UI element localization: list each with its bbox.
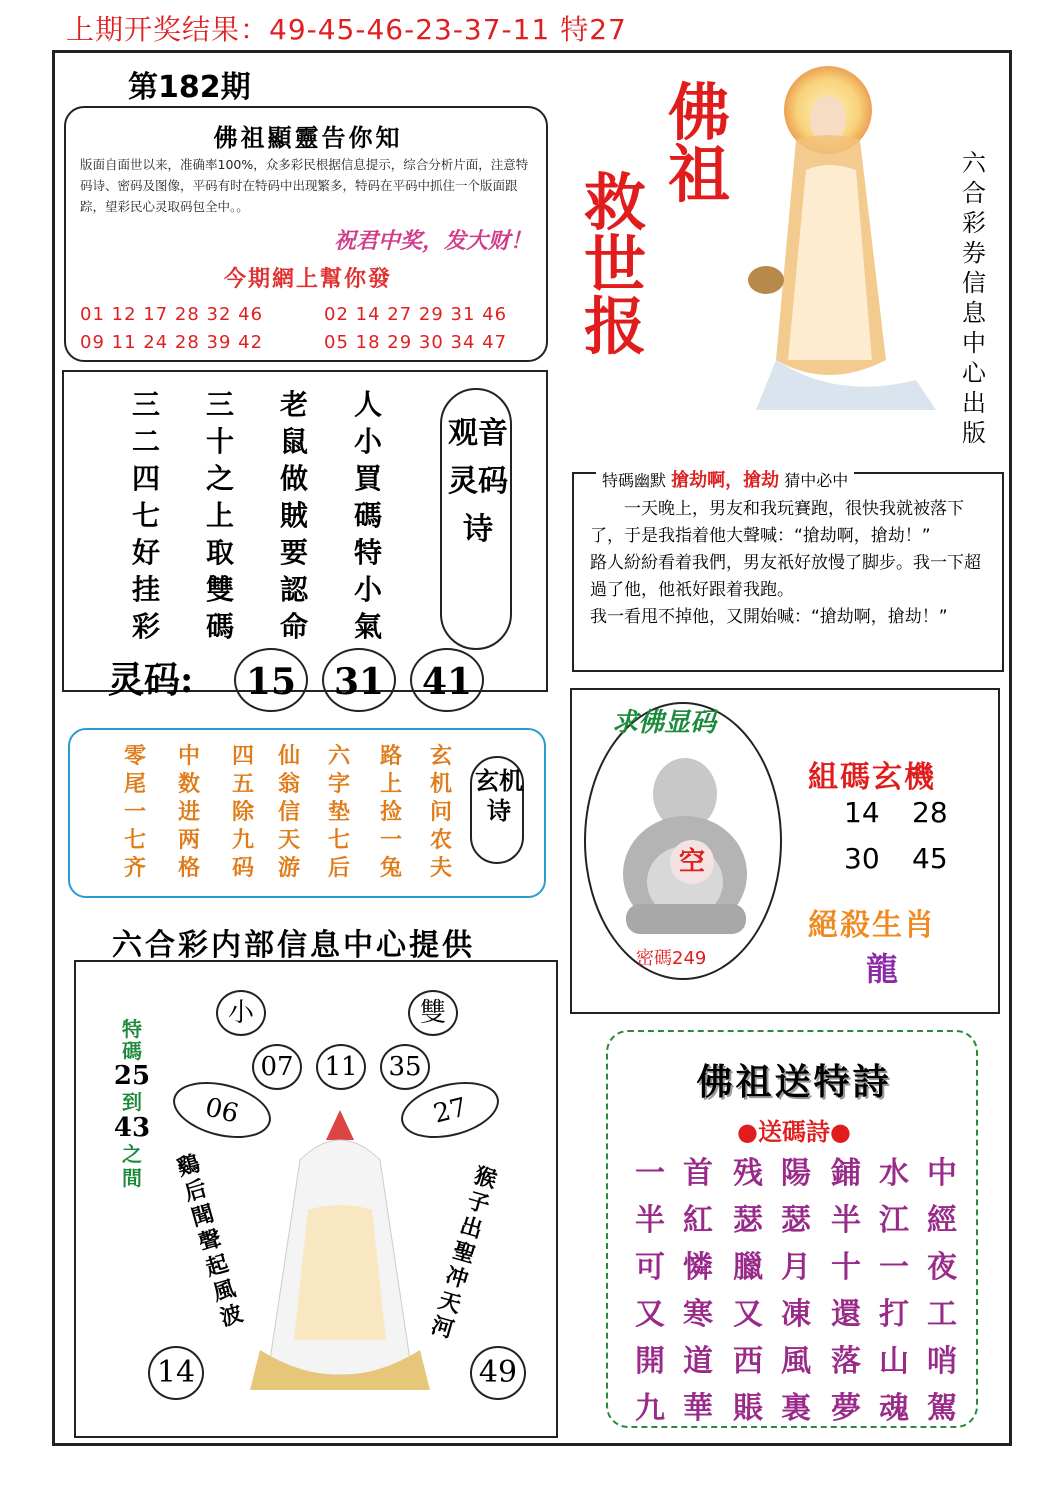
notice-wish: 祝君中奖，发大财！ [333,229,532,254]
poem-title-oval [440,388,512,650]
song-column: 残瑟臘又西賬 [733,1156,763,1426]
lingma-number: 15 [234,648,308,712]
buddha-arc-title: 求佛显码 [612,708,717,738]
notice-body: 版面自面世以来，准确率100%，众多彩民根据信息提示，综合分析片面，注意特码诗、密码及图像，平码有时在特码中出现繁多，特码在平码中抓住一个版面跟踪，望彩民心灵取码包全中。。 [80,157,529,214]
publisher: 六合彩券信息中心出版 [962,149,986,447]
notice-subtitle: 今期網上幫你發 [223,266,392,292]
tema-between: 之間 [122,1142,142,1190]
lingma-number: 31 [322,648,396,712]
humor-paragraph: 一天晚上，男友和我玩賽跑，很快我就被落下了，于是我指着他大聲喊：“搶劫啊，搶劫！” [590,499,964,546]
guanyin-seated-image [230,1100,450,1400]
number-row: 05 18 29 30 34 47 [324,332,508,353]
poem-column: 老鼠做賊要認命 [279,388,308,643]
zodiac-title: 絕殺生肖 [808,908,936,943]
lingma-number: 41 [410,648,484,712]
humor-paragraph: 路人紛紛看着我們，男友祇好放慢了脚步。我一下超過了他，他祇好跟着我跑。 [590,553,981,600]
humor-body [590,496,992,631]
humor-paragraph: 我一看甩不掉他，又開始喊：“搶劫啊，搶劫！” [590,607,948,627]
xuanji-column: 中数进两格 [177,743,200,881]
tema-to-word: 到 [122,1090,142,1114]
lingma-label: 灵码: [108,659,194,701]
song-column: 首紅憐寒道華 [683,1156,713,1426]
song-column: 鋪半十還落夢 [831,1156,861,1426]
notice-title: 佛祖顯靈告你知 [213,123,403,152]
tema-from: 25 [113,1061,151,1091]
masthead-line2: 救世报 [584,166,647,363]
xuanji-column: 路上捡一兔 [379,743,402,881]
humor-box [572,472,1004,672]
combo-title: 組碼玄機 [808,760,936,795]
top-number: 07 [252,1044,302,1090]
humor-title-main: 搶劫啊，搶劫 [671,470,780,491]
combo-number: 14 [844,796,880,829]
xuanji-column: 四五除九码 [231,743,254,881]
right-number-oval: 27 [395,1073,505,1148]
number-row: 01 12 17 28 32 46 [80,304,264,325]
poem-column: 人小買碼特小氣 [353,388,382,643]
xuanji-column: 仙翁信天游 [277,743,300,881]
number-row: 02 14 27 29 31 46 [324,304,508,325]
song-column: 中經夜工哨駕 [927,1156,957,1426]
tema-range [110,1018,154,1190]
xuanji-title-oval [470,756,524,864]
top-number: 11 [316,1044,366,1090]
combo-number: 45 [912,842,948,875]
notice-box [64,106,548,362]
right-verse: 猴子出聖冲天河 [428,1162,500,1344]
xuanji-column: 六字垫七后 [327,743,350,881]
humor-title-suffix: 猜中必中 [784,471,849,490]
guanyin-standing-image [736,60,956,420]
bottom-right-number: 49 [470,1346,526,1400]
last-result-banner: 上期开奖结果：49-45-46-23-37-11 特27 [66,13,627,46]
poem-column: 三十之上取雙碼 [205,388,234,643]
poem-column: 三二四七好挂彩 [131,388,160,643]
size-tag: 小 [216,990,266,1036]
xuanji-column: 零尾一七齐 [123,743,146,881]
left-number-oval: 06 [167,1073,277,1148]
top-number: 35 [380,1044,430,1090]
issue-number: 第182期 [128,70,251,105]
provider-line: 六合彩内部信息中心提供 [112,928,475,963]
left-verse: 鷄后聞聲起風波 [174,1150,246,1332]
tema-label: 特碼 [122,1017,142,1063]
xuanji-title: 玄机诗 [475,766,523,825]
xuanji-column: 玄机问农夫 [429,743,452,881]
song-column: 陽瑟月凍風裏 [781,1156,811,1426]
humor-title-prefix: 特碼幽默 [602,471,667,490]
song-title: 佛祖送特詩 [696,1061,892,1103]
buddha-center-label: 空 [670,840,714,884]
song-column: 水江一打山魂 [879,1156,909,1426]
buddha-password: 密碼249 [636,948,707,969]
zodiac-value: 龍 [866,950,899,988]
parity-tag: 雙 [408,990,458,1036]
song-subtitle: ●送碼詩● [737,1117,851,1146]
bottom-left-number: 14 [148,1346,204,1400]
combo-number: 28 [912,796,948,829]
poem-side-title: 观音灵码诗 [448,416,508,547]
humor-title [596,466,854,492]
masthead-line1: 佛祖 [668,76,731,211]
number-row: 09 11 24 28 39 42 [80,332,264,353]
song-column: 一半可又開九 [635,1156,665,1426]
tema-to: 43 [113,1113,151,1143]
combo-number: 30 [844,842,880,875]
